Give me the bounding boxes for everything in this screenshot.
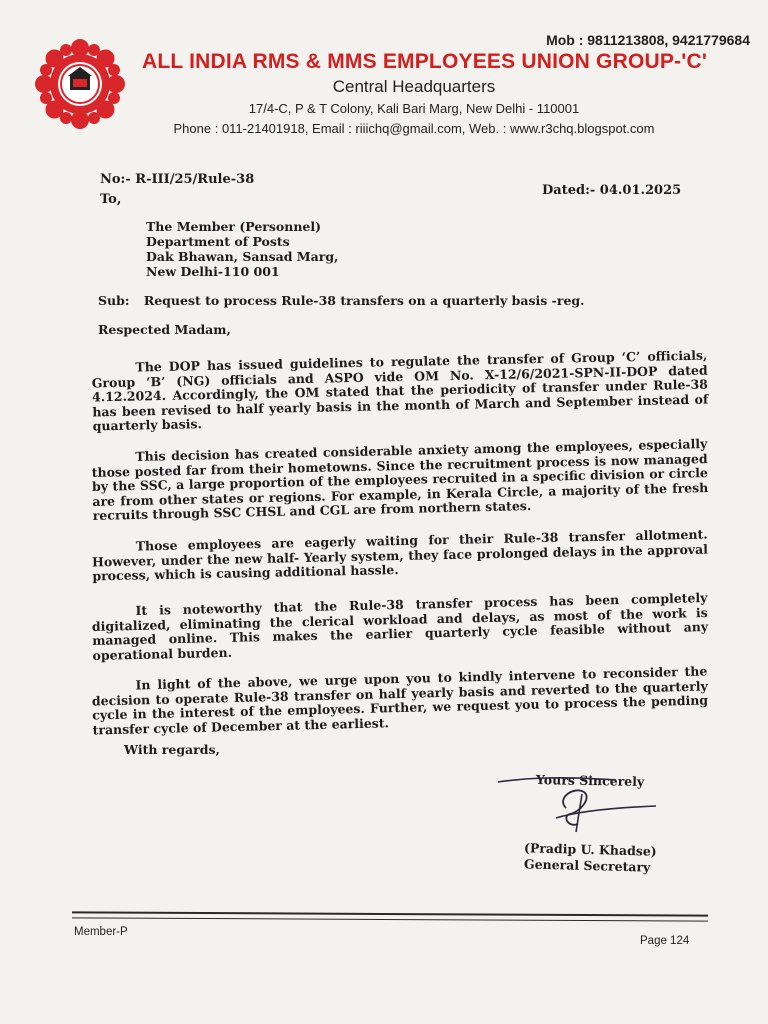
signer-name: (Pradip U. Khadse) <box>523 840 657 859</box>
addressee-line: New Delhi-110 001 <box>146 264 280 279</box>
organization-name: ALL INDIA RMS & MMS EMPLOYEES UNION GROUP-'C' <box>142 50 708 73</box>
salutation: Respected Madam, <box>98 322 231 337</box>
body-paragraph: The DOP has issued guidelines to regulate the transfer of Group ‘C’ officials, Group ‘B’ (NG) officials and ASPO vide OM No. X-12/6/2021-SPN-II-DOP dated 4.12.2024. Accordingly, the OM stated that the periodicity of transfer under Rule-38 has been revised to half yearly basis in the month of March and September instead of quarterly basis. <box>91 347 709 434</box>
subject-label: Sub: <box>98 293 130 308</box>
addressee-block <box>146 219 338 279</box>
body-paragraph: Those employees are eagerly waiting for their Rule-38 transfer allotment. However, under the new half- Yearly system, they face prolonged delays in the approval process, which is causing additional hassle. <box>91 526 709 584</box>
letter-date: Dated:- 04.01.2025 <box>542 183 682 198</box>
page-number: Page 124 <box>640 935 690 947</box>
addressee-line: The Member (Personnel) <box>146 219 322 234</box>
handwritten-signature <box>496 768 666 840</box>
footer-label: Member-P <box>74 926 128 938</box>
signer-title: General Secretary <box>523 856 651 875</box>
org-contact: Phone : 011-21401918, Email : riiichq@gmail.com, Web. : www.r3chq.blogspot.com <box>173 121 655 136</box>
subject-text: Request to process Rule-38 transfers on a quarterly basis -reg. <box>143 293 585 308</box>
body-paragraph: In light of the above, we urge upon you to kindly intervene to reconsider the decision to operate Rule-38 transfer on half yearly basis and reverted to the quarterly cycle in the interest of the employees. Further, we request you to process the pending transfer cycle of December at the earliest. <box>91 663 709 738</box>
body-paragraph: This decision has created considerable anxiety among the employees, especially those posted far from their hometowns. Since the recruitment process is now managed by the SSC, a large proportion of the employees recruited in a specific division or circle are from other states or regions. For example, in Kerala Circle, a majority of the fresh recruits through SSC CHSL and CGL are from northern states. <box>91 436 709 523</box>
mobile-numbers: Mob : 9811213808, 9421779684 <box>546 32 750 48</box>
yours-sincerely: Yours Sincerely <box>535 772 645 789</box>
footer-divider <box>72 911 708 921</box>
subject-line <box>98 293 585 308</box>
body-paragraph: It is noteworthy that the Rule-38 transfer process has been completely digitalized, eliminating the clerical workload and delays, as most of the work is managed online. This makes the earlier quarterly cycle feasible without any operational burden. <box>91 590 709 663</box>
closing-text: With regards, <box>124 742 220 757</box>
org-address: 17/4-C, P & T Colony, Kali Bari Marg, New Delhi - 110001 <box>248 101 580 116</box>
addressee-line: Department of Posts <box>146 234 290 249</box>
addressee-line: Dak Bhawan, Sansad Marg, <box>146 249 339 264</box>
to-label: To, <box>100 192 122 207</box>
headquarters-subtitle: Central Headquarters <box>332 77 496 96</box>
reference-number: No:- R-III/25/Rule-38 <box>100 172 255 187</box>
